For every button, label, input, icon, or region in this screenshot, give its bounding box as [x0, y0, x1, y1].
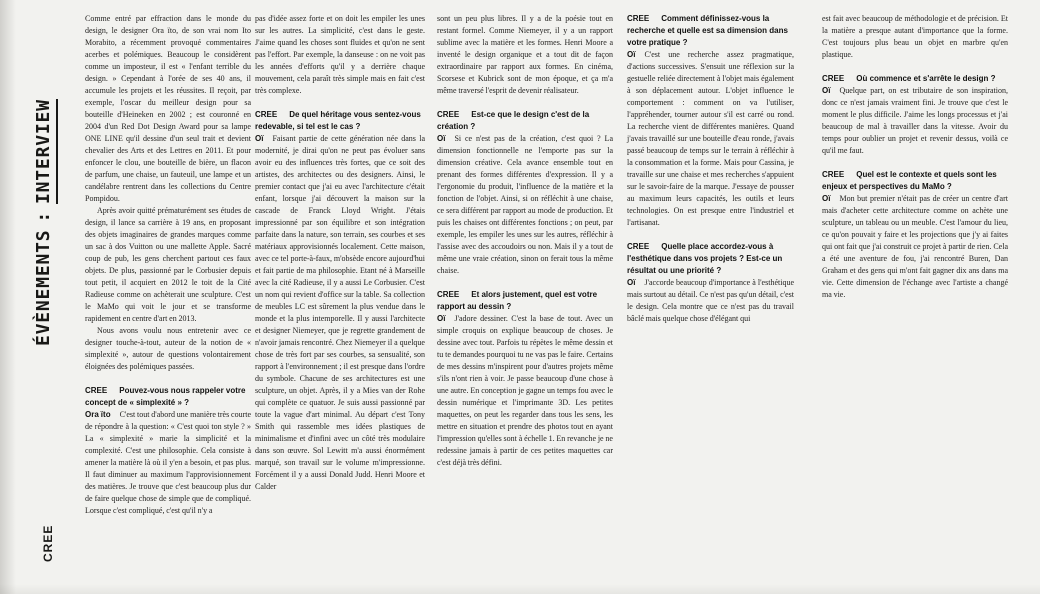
paragraph: Nous avons voulu nous entretenir avec ce designer touche-à-tout, auteur de la notion de « simplexité », autour de questions volontairement éloignées des polémiques passées.: [85, 326, 251, 371]
question-speaker-label: CREE: [822, 74, 845, 83]
interview-question: CREE Comment définissez-vous la recherche et quelle est sa dimension dans votre pratique ?: [627, 14, 788, 47]
answer-speaker-label: Oï: [822, 194, 831, 203]
interview-answer: Oï Si ce n'est pas de la création, c'est quoi ? La dimension fonctionnelle ne l'emporte pas sur la dimension créative. Cela avance ensemble tout en prenant des formes différentes d'expression. Il y a l'ergonomie du produit, l'influence de la matière et la fonction de l'objet. Ainsi, si on réfléchit à une chaise, ce sera différent par rapport au mode de production. Et puis les chaises ont différentes fonctions ; on peut, par exemple, les empiler les unes sur les autres, réfléchir à l'assise avec des accoudoirs ou non. Mais il y a tout de même une vraie création, sinon on ferait tous la même chaise.: [437, 134, 613, 275]
paragraph-continuation: est fait avec beaucoup de méthodologie et de précision. Et la matière a presque autant d'importance que la forme. C'est toujours plus beau un objet en marbre qu'en plastique.: [822, 14, 1008, 59]
interview-answer: Oï Mon but premier n'était pas de créer un centre d'art mais d'acheter cette architecture comme on achète une sculpture, un tableau ou un meuble. C'est l'amour du lieu, ce qu'on pouvait y faire et les projections que j'y ai faites qui ont fait que j'ai construit ce projet à partir de rien. Cela a été une aventure de fou, j'ai rencontré Buren, Dan Graham et des gens qui m'ont fait gagner dix ans dans ma vie. Cette dimension de l'échange avec l'artiste a changé ma vie.: [822, 194, 1008, 299]
answer-speaker-label: Oï: [437, 134, 446, 143]
interview-question: CREE De quel héritage vous sentez-vous redevable, si tel est le cas ?: [255, 110, 421, 131]
paragraph-continuation: pas d'idée assez forte et on doit les empiler les unes sur les autres. La simplicité, c'est dans le geste. J'aime quand les choses sont fluides et qu'on ne sent pas l'effort. Par exemple, la danseuse : on ne voit pas les années d'efforts qu'il y a derrière chaque mouvement, cela paraît très simple mais en fait c'est très complexe.: [255, 14, 425, 95]
answer-speaker-label: Oï: [627, 50, 636, 59]
question-speaker-label: CREE: [822, 170, 845, 179]
magazine-logo: CREE: [41, 524, 55, 562]
section-label: ÉVÈNEMENTS: [33, 229, 54, 346]
text-column-5: [822, 13, 1008, 301]
interview-question: CREE Quelle place accordez-vous à l'esthétique dans vos projets ? Est-ce un résultat ou une priorité ?: [627, 242, 783, 275]
answer-speaker-label: Ora ïto: [85, 410, 111, 419]
paragraph: Comme entré par effraction dans le monde du design, le designer Ora ïto, de son vrai nom Ito Morabito, a récemment provoqué commentaires acerbes et polémiques. Beaucoup le considèrent comme un imposteur, il est « l'enfant terrible du design. » Cependant à l'orée de ses 40 ans, il accumule les projets et les réussites. Il reçoit, par exemple, l'oscar du meilleur design pour sa bouteille d'Heineken en 2002 ; est couronné en 2004 d'un Red Dot Design Award pour sa lampe ONE LINE qu'il dessine d'un seul trait et devient chevalier des Arts et des Lettres en 2011. Et pour enfoncer le clou, une bouteille de bière, un flacon de parfum, une chaise, un fauteuil, une lampe et un candélabre rentrent dans les collections du Centre Pompidou.: [85, 14, 251, 203]
text-column-4: [627, 13, 794, 325]
text-column-1: [85, 13, 251, 517]
paragraph: Après avoir quitté prématurément ses études de design, il lance sa carrière à 19 ans, en proposant des objets imaginaires de grandes marques comme un sac à dos Vuitton ou une mallette Apple. Sacré coup de pub, les gens cherchent partout ces faux objets. De plus, passionné par le Corbusier depuis tout petit, il acquiert en 2012 le toit de la Cité Radieuse comme on achèterait une sculpture. C'est le MaMo qui voit le jour et se transforme rapidement en centre d'art en 2013.: [85, 206, 251, 323]
answer-speaker-label: Oï: [437, 314, 446, 323]
interview-answer: Oï J'adore dessiner. C'est la base de tout. Avec un simple croquis on explique beaucoup de choses. Je dessine avec tout. Parfois tu répètes le même dessin et tu te demandes pourquoi tu ne vas pas le faire. Certains de mes dessins m'inspirent pour d'autres projets même s'ils n'ont rien à voir. Je passe beaucoup d'une chose à une autre. En conception je gagne un temps fou avec le dessin numérique et l'imprimante 3D. Les petites maquettes, on peut les regarder dans tous les sens, les mettre en situation et prendre des photos tout en ayant l'impression qu'elles sont à échelle 1. En revanche je ne redessine jamais à partir de ces petites maquettes car c'est déjà très défini.: [437, 314, 613, 467]
interview-answer: Ora ïto C'est tout d'abord une manière très courte de répondre à la question: « C'est quoi ton style ? » La « simplexité » marie la simplicité et la complexité. C'est une philosophie. Cela consiste à amener la matière là où il y'en a besoin, et pas plus. Il faut diminuer au maximum l'approvisionnement des matières. Je trouve que c'est beaucoup plus dur de faire quelque chose de simple que de compliqué. Lorsque c'est compliqué, c'est qu'il n'y a: [85, 410, 252, 515]
question-speaker-label: CREE: [437, 290, 460, 299]
interview-question: CREE Où commence et s'arrête le design ?: [822, 74, 996, 83]
interview-answer: Oï J'accorde beaucoup d'importance à l'esthétique mais surtout au détail. Ce n'est pas qu'un détail, c'est le design. Cela montre que ce n'est pas du travail bâclé mais quelque chose d'élégant qui: [627, 278, 794, 323]
question-speaker-label: CREE: [627, 14, 650, 23]
text-column-3: [437, 13, 613, 469]
interview-question: CREE Et alors justement, quel est votre rapport au dessin ?: [437, 290, 598, 311]
paragraph-continuation: sont un peu plus libres. Il y a de la poésie tout en restant formel. Comme Niemeyer, il y a un rapport sublime avec la matière et les formes. Henri Moore a inventé le design organique et a tout dit de façon extraordinaire par rapport aux formes. En cinéma, Scorsese et Kubrick sont de mon époque, et ça m'a même traversé l'esprit de devenir réalisateur.: [437, 14, 613, 95]
interview-question: CREE Pouvez-vous nous rappeler votre concept de « simplexité » ?: [85, 386, 246, 407]
interview-question: CREE Est-ce que le design c'est de la création ?: [437, 110, 590, 131]
answer-speaker-label: Oï: [255, 134, 264, 143]
interview-question: CREE Quel est le contexte et quels sont les enjeux et perspectives du MaMo ?: [822, 170, 997, 191]
answer-speaker-label: Oï: [627, 278, 636, 287]
question-speaker-label: CREE: [85, 386, 108, 395]
text-column-2: [255, 13, 425, 493]
interview-answer: Oï C'est une recherche assez pragmatique, d'actions successives. S'ensuit une réflexion sur la gestuelle reliée directement à l'objet mais également à son déplacement autour. L'objet influence le comportement : comment on va l'utiliser, l'appréhender, tourner autour s'il est carré ou rond. La recherche vient de différentes manières. Quand j'avais travaillé sur une bouteille d'eau ronde, j'avais passé beaucoup de temps sur le terrain à réfléchir à la consommation et la forme. Mais pour Cassina, je travaille sur une chaise et mes recherches s'appuient sur le savoir-faire de la marque. J'essaye de pousser au maximum leurs capacités, les outils et leurs technologies. On est presque entre l'industriel et l'artisanat.: [627, 50, 794, 227]
interview-answer: Oï Quelque part, on est tributaire de son inspiration, donc ce n'est jamais vraiment fini. Je trouve que c'est le moment le plus difficile. J'aime les longs processus et j'ai beaucoup de mal à travailler dans la vitesse. Avoir du temps pour oublier un projet et revenir dessus, voilà ce qu'il me faut.: [822, 86, 1008, 155]
question-speaker-label: CREE: [255, 110, 278, 119]
interview-answer: Oï Faisant partie de cette génération née dans la modernité, je dirai qu'on ne peut pas évoluer sans avoir eu des influences très fortes, que ce soit des artistes, des architectes ou des designers. Ainsi, le premier contact que j'ai eu avec l'architecture c'était enfant, lorsque j'ai découvert la maison sur la cascade de Franck Lloyd Wright. J'étais impressionné par son équilibre et son intégration parfaite dans la nature, son terrain, ses courbes et ses matériaux approvisionnés localement. Cette maison, avec ce tel porte-à-faux, m'obsède encore aujourd'hui et fait partie de ma philosophie. Etant né à Marseille avec la cité Radieuse, il y a aussi Le Corbusier. C'est un nom qui revient d'office sur la table. Sa collection de meubles LC est sûrement la plus vendue dans le monde et la plus intemporelle. Il y aussi l'architecte et designer Niemeyer, que je regrette grandement de n'avoir jamais rencontré. Chez Niemeyer il a quelque chose de très fort par ses courbes, sa sensualité, son rapport à l'environnement ; il est presque dans l'ordre du symbole. Chacune de ses architectures est une sculpture, un objet. Après, il y a Mies van der Rohe qui complète ce quatuor. Je suis aussi passionné par toute la vague d'art minimal. Au départ c'est Tony Smith qui rassemble mes idées plastiques de minimalisme et d'infini avec un côté très modulaire dans son œuvre. Sol Lewitt m'a aussi énormément marqué, son travail sur le volume m'impressionne. Forcément il y a aussi Donald Judd. Henri Moore et Calder: [255, 134, 425, 491]
section-separator: :: [33, 210, 54, 223]
question-speaker-label: CREE: [627, 242, 650, 251]
question-speaker-label: CREE: [437, 110, 460, 119]
rubric-label: INTERVIEW: [33, 99, 58, 204]
answer-speaker-label: Oï: [822, 86, 831, 95]
